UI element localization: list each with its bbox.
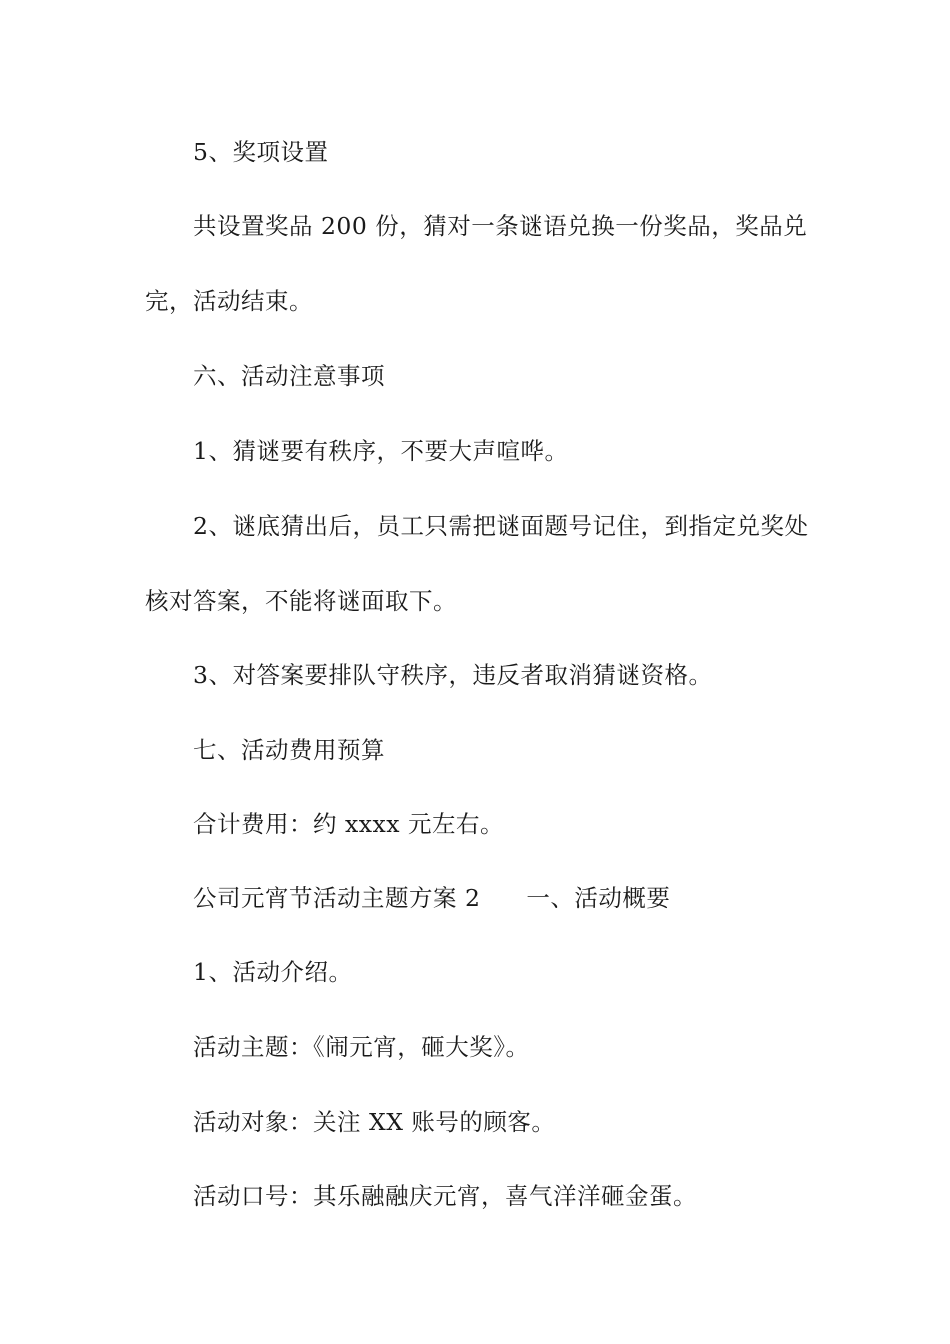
paragraph-line: 活动主题：《闹元宵，砸大奖》。 xyxy=(193,1033,530,1061)
paragraph-line: 核对答案，不能将谜面取下。 xyxy=(145,587,457,615)
paragraph-line: 共设置奖品 200 份，猜对一条谜语兑换一份奖品，奖品兑 xyxy=(193,212,808,240)
subheading-activity-intro: 1、活动介绍。 xyxy=(193,958,353,986)
heading-awards-setup: 5、奖项设置 xyxy=(193,138,329,166)
plan-title: 公司元宵节活动主题方案 2 xyxy=(193,884,481,912)
paragraph-line: 1、猜谜要有秩序，不要大声喧哗。 xyxy=(193,437,569,465)
paragraph-line: 活动口号：其乐融融庆元宵，喜气洋洋砸金蛋。 xyxy=(193,1182,697,1210)
plan-title-line xyxy=(193,882,670,914)
section-heading-budget: 七、活动费用预算 xyxy=(193,736,385,764)
section-heading-precautions: 六、活动注意事项 xyxy=(193,362,385,390)
paragraph-line: 活动对象：关注 XX 账号的顾客。 xyxy=(193,1108,556,1136)
paragraph-line: 2、谜底猜出后，员工只需把谜面题号记住，到指定兑奖处 xyxy=(193,512,809,540)
paragraph-line: 合计费用：约 xxxx 元左右。 xyxy=(193,810,504,838)
section-heading-overview: 一、活动概要 xyxy=(526,884,671,912)
paragraph-line: 完，活动结束。 xyxy=(145,287,313,315)
paragraph-line: 3、对答案要排队守秩序，违反者取消猜谜资格。 xyxy=(193,661,713,689)
